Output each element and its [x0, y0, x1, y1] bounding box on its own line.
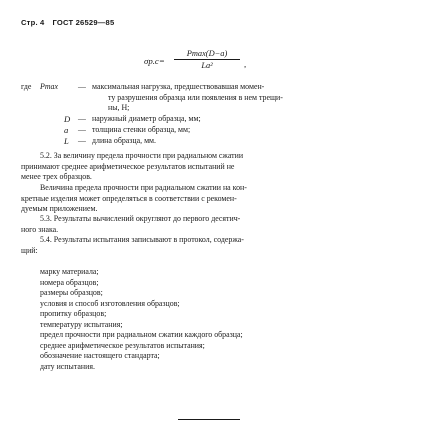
- paragraph-line: 5.2. За величину предела прочности при радиальном сжатии: [40, 151, 244, 160]
- definition-line: максимальная нагрузка, предшествовавшая момен-: [92, 82, 265, 91]
- paragraph-line: щий:: [21, 245, 38, 255]
- definition-term: D: [64, 114, 71, 124]
- definition-line: длина образца, мм.: [92, 136, 157, 145]
- fraction-bar: [174, 59, 240, 60]
- protocol-item: пропитку образцов;: [40, 309, 107, 318]
- formula-denominator: La²: [201, 61, 213, 70]
- protocol-item: температуру испытания;: [40, 319, 123, 329]
- paragraph-line: ного знака.: [21, 224, 59, 234]
- standard-designation: ГОСТ 26529—85: [52, 18, 115, 27]
- definition-dash: —: [78, 125, 86, 134]
- page-header: [21, 18, 114, 27]
- protocol-item: условия и способ изготовления образцов;: [40, 298, 180, 308]
- paragraph-line: менее трех образцов.: [21, 172, 92, 182]
- definition-prefix: где: [21, 82, 32, 91]
- protocol-item: дату испытания.: [40, 361, 95, 371]
- paragraph-line: кретные изделия может определяться в соответствии с рекомен-: [21, 193, 237, 203]
- protocol-item: обозначение настоящего стандарта;: [40, 351, 160, 360]
- formula-comma: ,: [244, 59, 247, 69]
- definition-dash: —: [78, 114, 86, 123]
- definition-term: a: [64, 125, 69, 135]
- definition-dash: —: [78, 82, 86, 91]
- end-divider: [178, 419, 240, 420]
- formula-numerator: Pmax(D−a): [186, 49, 228, 58]
- paragraph-line: 5.4. Результаты испытания записывают в протокол, содержа-: [40, 235, 244, 244]
- paragraph-line: принимают среднее арифметическое результатов испытаний не: [21, 161, 235, 171]
- protocol-item: предел прочности при радиальном сжатии каждого образца;: [40, 330, 243, 339]
- definition-line: наружный диаметр образца, мм;: [92, 114, 201, 123]
- definition-term: Pmax: [40, 82, 58, 91]
- definition-line: ту разрушения образца или появления в нем трещи-: [108, 92, 283, 102]
- page-number: Стр. 4: [21, 18, 45, 27]
- protocol-item: среднее арифметическое результатов испытания;: [40, 340, 205, 350]
- definition-line: толщина стенки образца, мм;: [92, 125, 191, 134]
- definition-term: L: [64, 136, 69, 146]
- paragraph-line: Величина предела прочности при радиальном сжатии на кон-: [40, 183, 247, 192]
- formula-lhs: σр.с=: [144, 56, 165, 66]
- paragraph-line: 5.3. Результаты вычислений округляют до первого десятич-: [40, 214, 241, 223]
- paragraph-line: дуемым приложением.: [21, 204, 98, 214]
- protocol-item: номера образцов;: [40, 277, 99, 287]
- protocol-item: марку материала;: [40, 267, 99, 276]
- definition-dash: —: [78, 136, 86, 145]
- protocol-item: размеры образцов;: [40, 288, 103, 297]
- formula-fraction: [174, 49, 240, 70]
- definition-line: ны, Н;: [108, 103, 130, 112]
